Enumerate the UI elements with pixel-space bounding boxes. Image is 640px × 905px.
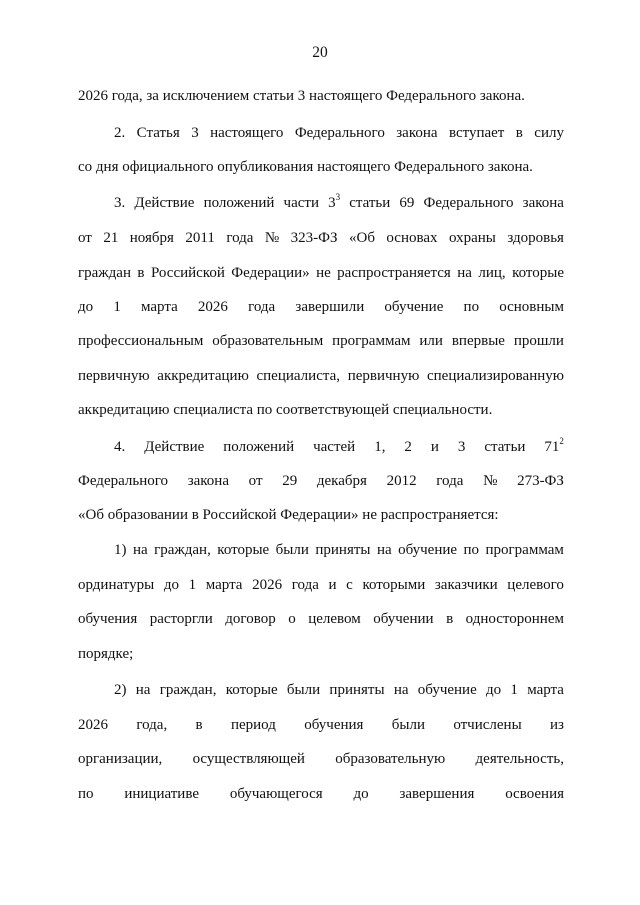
word: 3 xyxy=(191,125,199,141)
word: здоровья xyxy=(507,230,564,246)
word: обучения xyxy=(78,611,138,627)
word: настоящего xyxy=(210,125,284,141)
word: закона xyxy=(522,195,564,211)
word: обучающегося xyxy=(229,786,323,802)
text-line xyxy=(78,471,564,491)
word: первичную xyxy=(347,368,420,384)
word: декабря xyxy=(316,473,367,489)
word: 273-ФЗ xyxy=(517,473,564,489)
word: закона xyxy=(396,125,438,141)
word: ноября xyxy=(129,230,174,246)
word: образовательную xyxy=(335,751,446,767)
word: образовательным xyxy=(212,333,324,349)
word: заказчики xyxy=(434,577,498,593)
word: основным xyxy=(499,299,564,315)
word: основах xyxy=(386,230,438,246)
text-line xyxy=(78,715,564,735)
word: с xyxy=(346,577,353,593)
word: одностороннем xyxy=(465,611,564,627)
word: в xyxy=(137,265,145,281)
word: от xyxy=(78,230,92,246)
word: на xyxy=(132,542,148,558)
word: или xyxy=(419,333,443,349)
word: осуществляющей xyxy=(192,751,305,767)
word: которые xyxy=(225,682,278,698)
word: положений xyxy=(223,439,295,455)
word: которыми xyxy=(362,577,426,593)
word: статьи xyxy=(349,195,391,211)
word: 1 xyxy=(510,682,518,698)
word: программам xyxy=(332,333,411,349)
text-line: со дня официального опубликования настоящего Федерального закона. xyxy=(78,159,533,175)
word: $71^2$ xyxy=(544,436,564,455)
word: приняты xyxy=(315,542,371,558)
word: лиц, xyxy=(478,265,506,281)
word: в xyxy=(515,125,523,141)
text-line xyxy=(78,228,564,248)
text-line xyxy=(78,749,564,769)
word: профессиональным xyxy=(78,333,204,349)
word: по xyxy=(463,542,480,558)
word: прошли xyxy=(513,333,564,349)
word: $3^3$ xyxy=(328,192,341,211)
word: марта xyxy=(205,577,243,593)
superscript: 3 xyxy=(335,192,341,202)
word: 2026 xyxy=(197,299,228,315)
word: на xyxy=(135,682,151,698)
superscript: 2 xyxy=(559,436,564,446)
word: Федерального xyxy=(423,195,514,211)
word: обучение xyxy=(384,299,444,315)
word: были xyxy=(275,542,309,558)
word: целевом xyxy=(308,611,361,627)
word: из xyxy=(550,717,564,733)
word: 2 xyxy=(404,439,412,455)
word: 2026 xyxy=(78,717,108,733)
word: были xyxy=(286,682,321,698)
word: договор xyxy=(225,611,276,627)
word: Федерации» xyxy=(231,265,310,281)
word: на xyxy=(393,682,409,698)
word: 69 xyxy=(399,195,415,211)
word: от xyxy=(248,473,263,489)
word: 3. xyxy=(114,195,126,211)
word: граждан, xyxy=(154,542,211,558)
text-line xyxy=(114,437,564,457)
word: отчислены xyxy=(453,717,522,733)
word: о xyxy=(288,611,296,627)
word: специалиста, xyxy=(256,368,341,384)
page-number: 20 xyxy=(312,44,328,61)
text-line: порядке; xyxy=(78,646,134,662)
word: 3 xyxy=(457,439,466,455)
word: частей xyxy=(313,439,356,455)
word: в xyxy=(446,611,454,627)
word: Статья xyxy=(136,125,180,141)
word: года, xyxy=(136,717,168,733)
text-line xyxy=(78,366,564,386)
word: в xyxy=(195,717,203,733)
word: по xyxy=(78,786,94,802)
word: вступает xyxy=(448,125,505,141)
word: года xyxy=(291,577,319,593)
word: до xyxy=(486,682,502,698)
word: 1 xyxy=(188,577,197,593)
word: 2011 xyxy=(185,230,215,246)
word: 21 xyxy=(103,230,119,246)
word: расторгли xyxy=(149,611,213,627)
word: 2026 xyxy=(252,577,283,593)
word: обучение xyxy=(417,682,477,698)
word: 29 xyxy=(282,473,298,489)
word: обучении xyxy=(373,611,434,627)
word: завершили xyxy=(295,299,365,315)
word: «Об xyxy=(349,230,375,246)
word: приняты xyxy=(329,682,385,698)
word: которые xyxy=(512,265,564,281)
word: 323-ФЗ xyxy=(290,230,338,246)
word: года xyxy=(248,299,276,315)
word: обучение xyxy=(398,542,458,558)
word: Федерального xyxy=(294,125,385,141)
word: освоения xyxy=(505,786,564,802)
word: 1, xyxy=(374,439,386,455)
word: инициативе xyxy=(124,786,199,802)
word: закона xyxy=(187,473,229,489)
word: на xyxy=(376,542,392,558)
word: Действие xyxy=(134,195,195,211)
text-line xyxy=(114,540,564,560)
word: которые xyxy=(217,542,270,558)
word: ординатуры xyxy=(78,577,155,593)
word: программам xyxy=(485,542,564,558)
text-line xyxy=(114,193,564,213)
word: 1 xyxy=(113,299,121,315)
word: специализированную xyxy=(427,368,564,384)
word: организации, xyxy=(78,751,163,767)
word: распространяется xyxy=(337,265,451,281)
word: до xyxy=(353,786,369,802)
word: первичную xyxy=(78,368,150,384)
word: года xyxy=(436,473,464,489)
word: до xyxy=(78,299,94,315)
text-line xyxy=(114,680,564,700)
word: 1) xyxy=(114,542,127,558)
word: Российской xyxy=(150,265,225,281)
word: марта xyxy=(527,682,564,698)
text-line xyxy=(78,297,564,317)
word: части xyxy=(283,195,319,211)
word: деятельность, xyxy=(475,751,564,767)
word: Действие xyxy=(144,439,205,455)
word: период xyxy=(230,717,276,733)
word: 4. xyxy=(114,439,126,455)
word: были xyxy=(391,717,425,733)
text-line: аккредитацию специалиста по соответствующей специальности. xyxy=(78,402,493,418)
text-line: 2026 года, за исключением статьи 3 настоящего Федерального закона. xyxy=(78,88,525,104)
text-line xyxy=(78,784,564,804)
word: статьи xyxy=(484,439,526,455)
word: граждан xyxy=(78,265,131,281)
word: до xyxy=(163,577,179,593)
word: силу xyxy=(534,125,564,141)
word: аккредитацию xyxy=(157,368,249,384)
word: обучения xyxy=(304,717,364,733)
word: на xyxy=(457,265,472,281)
word: Федерального xyxy=(78,473,169,489)
text-line xyxy=(78,609,564,629)
text-line: «Об образовании в Российской Федерации» не распространяется: xyxy=(78,507,499,523)
text-line xyxy=(114,123,564,143)
word: не xyxy=(316,265,331,281)
word: охраны xyxy=(448,230,496,246)
word: граждан, xyxy=(159,682,217,698)
word: 2. xyxy=(114,125,126,141)
word: завершения xyxy=(399,786,475,802)
word: и xyxy=(328,577,337,593)
word: по xyxy=(463,299,480,315)
text-line xyxy=(78,331,564,351)
word: целевого xyxy=(507,577,564,593)
word: 2012 xyxy=(386,473,417,489)
word: года xyxy=(226,230,254,246)
word: 2) xyxy=(114,682,127,698)
text-line xyxy=(78,263,564,283)
text-line xyxy=(78,575,564,595)
word: и xyxy=(430,439,439,455)
word: положений xyxy=(203,195,275,211)
word: № xyxy=(264,230,280,246)
word: впервые xyxy=(451,333,505,349)
word: марта xyxy=(140,299,178,315)
word: № xyxy=(483,473,498,489)
